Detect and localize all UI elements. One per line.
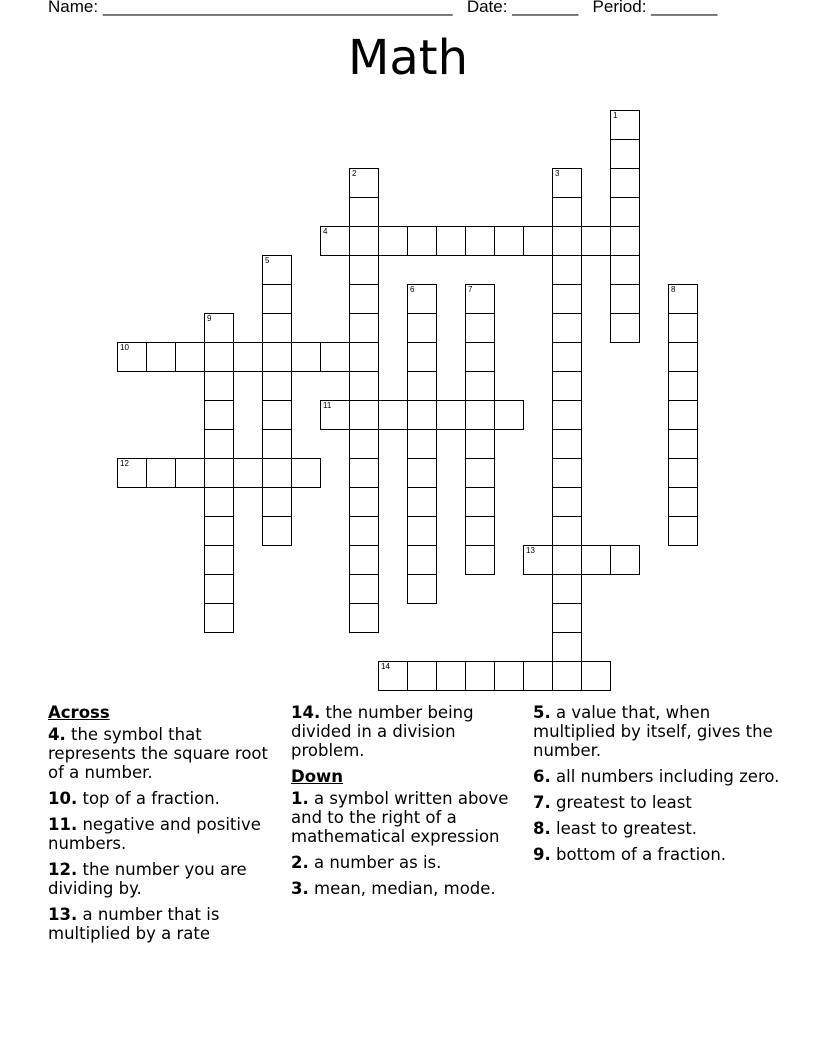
- crossword-cell[interactable]: [204, 458, 234, 488]
- crossword-cell[interactable]: [610, 545, 640, 575]
- crossword-cell[interactable]: [465, 400, 495, 430]
- crossword-cell[interactable]: [668, 516, 698, 546]
- name-blank[interactable]: _____________________________________: [102, 0, 453, 16]
- crossword-cell[interactable]: [465, 458, 495, 488]
- crossword-cell[interactable]: [465, 487, 495, 517]
- clue-item: [533, 767, 783, 786]
- crossword-cell[interactable]: [552, 661, 582, 691]
- clue-text: the number being divided in a division problem.: [291, 703, 474, 760]
- crossword-cell[interactable]: [552, 574, 582, 604]
- clue-text: greatest to least: [550, 793, 692, 812]
- clue-column-3: [533, 703, 783, 871]
- crossword-cell[interactable]: [204, 313, 234, 343]
- crossword-cell[interactable]: [349, 313, 379, 343]
- crossword-cell[interactable]: [581, 226, 611, 256]
- crossword-cell[interactable]: [262, 400, 292, 430]
- crossword-cell[interactable]: [552, 342, 582, 372]
- crossword-cell[interactable]: [407, 574, 437, 604]
- crossword-cell[interactable]: [204, 429, 234, 459]
- crossword-cell[interactable]: [610, 197, 640, 227]
- crossword-cell[interactable]: [146, 342, 176, 372]
- crossword-cell[interactable]: [349, 458, 379, 488]
- crossword-cell[interactable]: [262, 487, 292, 517]
- crossword-cell[interactable]: [465, 661, 495, 691]
- crossword-cell[interactable]: [610, 168, 640, 198]
- cell-number: 13: [526, 546, 535, 555]
- clue-item: [48, 789, 280, 808]
- crossword-cell[interactable]: [407, 313, 437, 343]
- crossword-cell[interactable]: [407, 487, 437, 517]
- cell-number: 4: [323, 227, 328, 236]
- crossword-cell[interactable]: [552, 284, 582, 314]
- page-title: Math: [347, 30, 469, 86]
- clue-number: 13.: [48, 905, 78, 924]
- cell-number: 8: [671, 285, 676, 294]
- crossword-cell[interactable]: [349, 516, 379, 546]
- clue-number: 12.: [48, 860, 78, 879]
- period-label: Period:: [592, 0, 647, 16]
- crossword-cell[interactable]: [407, 516, 437, 546]
- crossword-cell[interactable]: [291, 458, 321, 488]
- crossword-cell[interactable]: [349, 574, 379, 604]
- crossword-cell[interactable]: [233, 342, 263, 372]
- clue-text: bottom of a fraction.: [550, 845, 727, 864]
- crossword-cell[interactable]: [349, 168, 379, 198]
- crossword-cell[interactable]: [552, 168, 582, 198]
- clue-text: a number that is multiplied by a rate: [48, 905, 220, 943]
- crossword-cell[interactable]: [349, 400, 379, 430]
- crossword-cell[interactable]: [668, 313, 698, 343]
- clue-text: top of a fraction.: [77, 789, 220, 808]
- clue-text: negative and positive numbers.: [48, 815, 261, 853]
- clue-column-1: [48, 703, 280, 950]
- crossword-cell[interactable]: [494, 661, 524, 691]
- crossword-cell[interactable]: [349, 342, 379, 372]
- crossword-cell[interactable]: [349, 487, 379, 517]
- crossword-cell[interactable]: [262, 284, 292, 314]
- crossword-cell[interactable]: [349, 284, 379, 314]
- crossword-cell[interactable]: [117, 342, 147, 372]
- crossword-cell[interactable]: [204, 603, 234, 633]
- crossword-cell[interactable]: [668, 342, 698, 372]
- clue-item: [48, 815, 280, 853]
- crossword-cell[interactable]: [349, 226, 379, 256]
- crossword-cell[interactable]: [407, 226, 437, 256]
- crossword-cell[interactable]: [552, 197, 582, 227]
- clue-number: 2.: [291, 853, 309, 872]
- clue-item: [291, 879, 527, 898]
- crossword-cell[interactable]: [320, 226, 350, 256]
- clue-text: mean, median, mode.: [308, 879, 496, 898]
- clue-number: 10.: [48, 789, 78, 808]
- crossword-cell[interactable]: [407, 545, 437, 575]
- crossword-cell[interactable]: [610, 226, 640, 256]
- crossword-cell[interactable]: [552, 313, 582, 343]
- crossword-cell[interactable]: [204, 516, 234, 546]
- cell-number: 2: [352, 169, 357, 178]
- date-label: Date:: [466, 0, 508, 16]
- crossword-cell[interactable]: [494, 400, 524, 430]
- crossword-cell[interactable]: [233, 458, 263, 488]
- crossword-cell[interactable]: [436, 400, 466, 430]
- clue-column-2: [291, 703, 527, 905]
- clue-item: [48, 860, 280, 898]
- clue-number: 7.: [533, 793, 551, 812]
- crossword-cell[interactable]: [465, 284, 495, 314]
- crossword-cell[interactable]: [552, 226, 582, 256]
- crossword-cell[interactable]: [262, 429, 292, 459]
- clue-item: [291, 853, 527, 872]
- crossword-cell[interactable]: [552, 487, 582, 517]
- crossword-cell[interactable]: [320, 400, 350, 430]
- crossword-cell[interactable]: [407, 342, 437, 372]
- crossword-cell[interactable]: [610, 139, 640, 169]
- crossword-cell[interactable]: [523, 545, 553, 575]
- clue-number: 1.: [291, 789, 309, 808]
- crossword-cell[interactable]: [552, 400, 582, 430]
- clue-number: 11.: [48, 815, 78, 834]
- cell-number: 1: [613, 111, 618, 120]
- crossword-cell[interactable]: [581, 661, 611, 691]
- crossword-cell[interactable]: [349, 371, 379, 401]
- crossword-cell[interactable]: [262, 313, 292, 343]
- crossword-cell[interactable]: [262, 458, 292, 488]
- crossword-cell[interactable]: [262, 342, 292, 372]
- crossword-cell[interactable]: [117, 458, 147, 488]
- clue-text: the symbol that represents the square root of a number.: [48, 725, 268, 782]
- crossword-cell[interactable]: [610, 313, 640, 343]
- clue-item: [533, 819, 783, 838]
- crossword-cell[interactable]: [552, 603, 582, 633]
- crossword-cell[interactable]: [204, 545, 234, 575]
- clue-number: 6.: [533, 767, 551, 786]
- crossword-cell[interactable]: [204, 342, 234, 372]
- clue-item: [48, 725, 280, 782]
- clue-item: [533, 793, 783, 812]
- crossword-cell[interactable]: [436, 661, 466, 691]
- crossword-cell[interactable]: [407, 284, 437, 314]
- clue-text: a number as is.: [308, 853, 442, 872]
- crossword-cell[interactable]: [349, 255, 379, 285]
- crossword-cell[interactable]: [175, 458, 205, 488]
- crossword-cell[interactable]: [523, 226, 553, 256]
- crossword-cell[interactable]: [552, 429, 582, 459]
- crossword-cell[interactable]: [552, 516, 582, 546]
- clue-item: [48, 905, 280, 943]
- crossword-cell[interactable]: [349, 429, 379, 459]
- crossword-cell[interactable]: [378, 226, 408, 256]
- crossword-cell[interactable]: [465, 226, 495, 256]
- clue-text: a value that, when multiplied by itself, gives the number.: [533, 703, 773, 760]
- crossword-cell[interactable]: [552, 371, 582, 401]
- clue-item: [533, 703, 783, 760]
- crossword-cell[interactable]: [407, 400, 437, 430]
- crossword-cell[interactable]: [523, 661, 553, 691]
- clue-number: 14.: [291, 703, 321, 722]
- cell-number: 10: [120, 343, 129, 352]
- crossword-cell[interactable]: [262, 516, 292, 546]
- crossword-cell[interactable]: [204, 574, 234, 604]
- crossword-cell[interactable]: [610, 110, 640, 140]
- crossword-cell[interactable]: [552, 458, 582, 488]
- crossword-cell[interactable]: [552, 255, 582, 285]
- date-blank[interactable]: _______: [512, 0, 579, 16]
- crossword-cell[interactable]: [581, 545, 611, 575]
- crossword-cell[interactable]: [465, 545, 495, 575]
- crossword-cell[interactable]: [378, 661, 408, 691]
- clue-text: the number you are dividing by.: [48, 860, 247, 898]
- crossword-cell[interactable]: [204, 371, 234, 401]
- crossword-cell[interactable]: [407, 429, 437, 459]
- clue-text: least to greatest.: [550, 819, 698, 838]
- crossword-cell[interactable]: [320, 342, 350, 372]
- crossword-cell[interactable]: [349, 197, 379, 227]
- crossword-cell[interactable]: [436, 226, 466, 256]
- crossword-cell[interactable]: [407, 661, 437, 691]
- crossword-cell[interactable]: [668, 429, 698, 459]
- crossword-cell[interactable]: [668, 458, 698, 488]
- crossword-cell[interactable]: [204, 487, 234, 517]
- clue-number: 8.: [533, 819, 551, 838]
- name-label: Name:: [48, 0, 99, 16]
- crossword-cell[interactable]: [465, 313, 495, 343]
- crossword-cell[interactable]: [378, 400, 408, 430]
- cell-number: 7: [468, 285, 473, 294]
- clue-text: all numbers including zero.: [550, 767, 780, 786]
- section-heading: Down: [291, 767, 344, 786]
- cell-number: 14: [381, 662, 390, 671]
- crossword-cell[interactable]: [349, 545, 379, 575]
- crossword-cell[interactable]: [291, 342, 321, 372]
- clue-item: [291, 703, 527, 760]
- crossword-cell[interactable]: [668, 400, 698, 430]
- crossword-cell[interactable]: [668, 284, 698, 314]
- crossword-cell[interactable]: [552, 545, 582, 575]
- crossword-cell[interactable]: [494, 226, 524, 256]
- crossword-cell[interactable]: [407, 371, 437, 401]
- crossword-cell[interactable]: [465, 516, 495, 546]
- clue-number: 5.: [533, 703, 551, 722]
- crossword-cell[interactable]: [349, 603, 379, 633]
- cell-number: 9: [207, 314, 212, 323]
- clue-number: 4.: [48, 725, 66, 744]
- crossword-cell[interactable]: [465, 429, 495, 459]
- cell-number: 5: [265, 256, 270, 265]
- crossword-cell[interactable]: [262, 255, 292, 285]
- cell-number: 11: [323, 401, 332, 410]
- crossword-cell[interactable]: [175, 342, 205, 372]
- crossword-cell[interactable]: [262, 371, 292, 401]
- crossword-cell[interactable]: [407, 458, 437, 488]
- period-blank[interactable]: _______: [651, 0, 718, 16]
- cell-number: 6: [410, 285, 415, 294]
- crossword-cell[interactable]: [465, 371, 495, 401]
- crossword-cell[interactable]: [204, 400, 234, 430]
- clue-text: a symbol written above and to the right of a mathematical expression: [291, 789, 509, 846]
- crossword-cell[interactable]: [552, 632, 582, 662]
- cell-number: 12: [120, 459, 129, 468]
- crossword-cell[interactable]: [610, 284, 640, 314]
- clue-item: [533, 845, 783, 864]
- crossword-cell[interactable]: [146, 458, 176, 488]
- cell-number: 3: [555, 169, 560, 178]
- crossword-cell[interactable]: [610, 255, 640, 285]
- crossword-cell[interactable]: [668, 487, 698, 517]
- clue-number: 3.: [291, 879, 309, 898]
- clue-number: 9.: [533, 845, 551, 864]
- clue-item: [291, 789, 527, 846]
- section-heading: Across: [48, 703, 110, 722]
- crossword-cell[interactable]: [465, 342, 495, 372]
- crossword-cell[interactable]: [668, 371, 698, 401]
